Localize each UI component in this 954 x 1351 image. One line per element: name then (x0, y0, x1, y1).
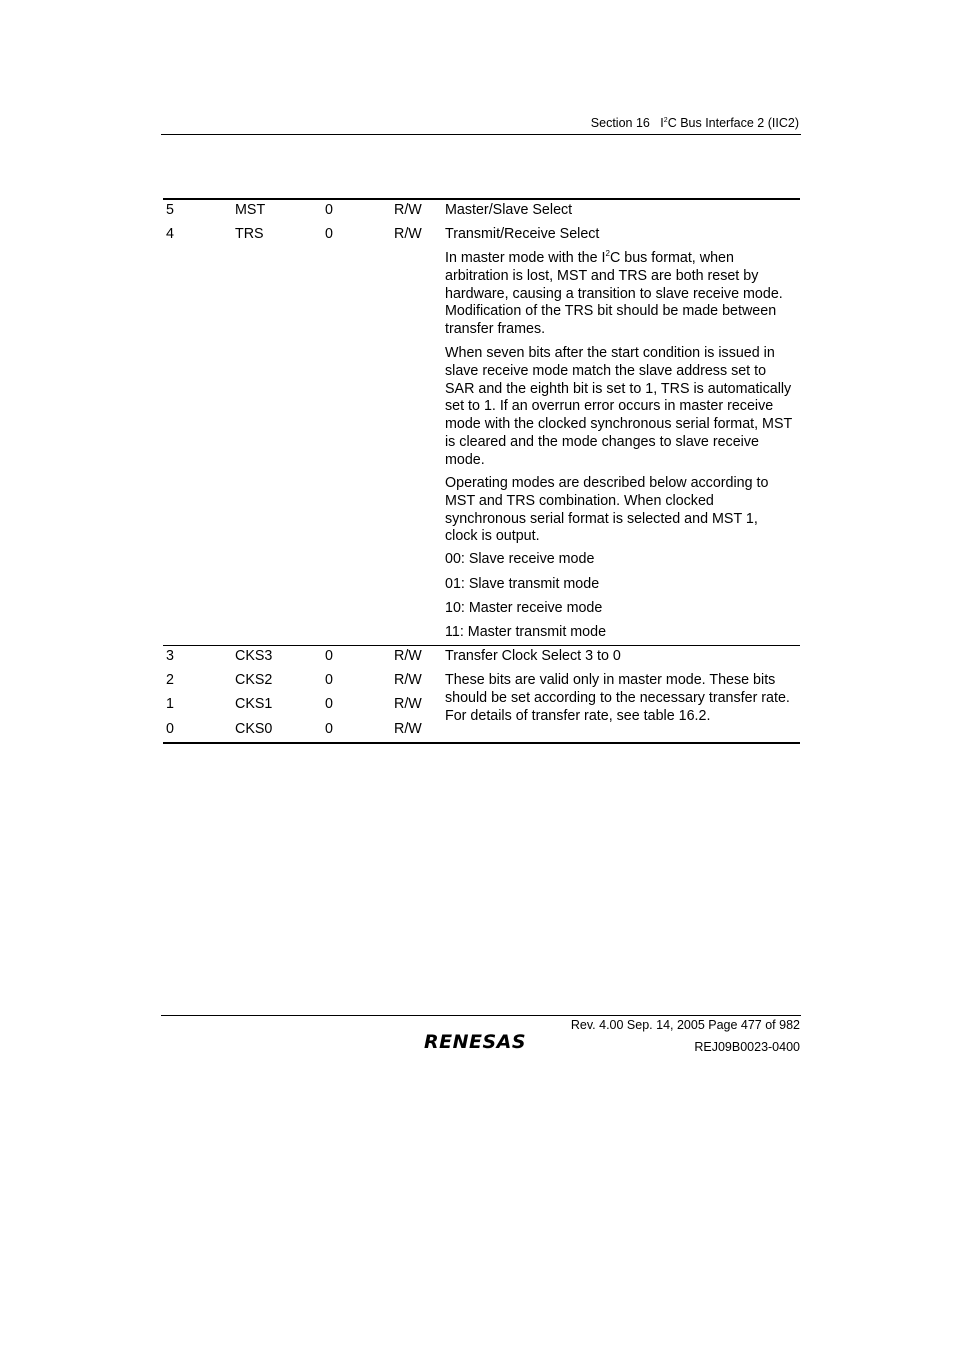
bit-name: CKS0 (235, 721, 273, 737)
rw-value: R/W (394, 672, 422, 688)
initial-value: 0 (325, 648, 333, 664)
header-rule (161, 134, 801, 135)
bit-name: CKS3 (235, 648, 273, 664)
footer-doc-number: REJ09B0023-0400 (694, 1040, 800, 1054)
text: In master mode with the I (445, 250, 606, 266)
bit-name: MST (235, 202, 266, 218)
bit-number: 1 (166, 696, 174, 712)
paragraph-line: Modification of the TRS bit should be made between (445, 303, 777, 320)
rw-value: R/W (394, 202, 422, 218)
paragraph-line: set to 1. If an overrun error occurs in master receive (445, 398, 774, 415)
paragraph-line: mode. (445, 451, 485, 468)
initial-value: 0 (325, 696, 333, 712)
header-title-sup: 2 (663, 117, 668, 124)
footer-revision: Rev. 4.00 Sep. 14, 2005 Page 477 of 982 (570, 1018, 800, 1032)
rw-value: R/W (394, 648, 422, 664)
paragraph-line (445, 250, 805, 268)
bit-name: CKS1 (235, 696, 273, 712)
initial-value: 0 (325, 202, 333, 218)
paragraph-line: hardware, causing a transition to slave receive mode. (445, 285, 783, 302)
bit-number: 3 (166, 648, 174, 664)
paragraph-line: When seven bits after the start condition is issued in (445, 345, 775, 361)
paragraph-line: synchronous serial format is selected and MST 1, (445, 510, 758, 527)
rw-value: R/W (394, 721, 422, 737)
paragraph-line: slave receive mode match the slave address set to (445, 362, 767, 379)
table-top-rule (163, 198, 800, 200)
mode-item: 11: Master transmit mode (445, 624, 607, 640)
bit-name: CKS2 (235, 672, 273, 688)
header-title-pre: I (660, 116, 664, 130)
rw-value: R/W (394, 696, 422, 712)
paragraph-line: These bits are valid only in master mode. These bits (445, 672, 776, 688)
text: C bus format, when (609, 250, 734, 266)
paragraph-line: clock is output. (445, 528, 540, 545)
cks-description (445, 672, 805, 725)
bit-number: 0 (166, 721, 174, 737)
renesas-logo (423, 1030, 543, 1057)
paragraph-line: MST and TRS combination. When clocked (445, 492, 714, 509)
bit-name: TRS (235, 226, 264, 242)
bit-number: 5 (166, 202, 174, 218)
bit-description: Transmit/Receive Select (445, 226, 600, 242)
initial-value: 0 (325, 672, 333, 688)
paragraph-line: arbitration is lost, MST and TRS are both reset by (445, 267, 759, 284)
header-section: Section 16 (590, 116, 650, 130)
renesas-logo-mark (423, 1030, 543, 1052)
rw-value: R/W (394, 226, 422, 242)
trs-paragraph-1 (445, 250, 805, 339)
mode-item: 01: Slave transmit mode (445, 576, 600, 592)
footer-rule (161, 1015, 801, 1016)
table-row-separator (163, 645, 800, 646)
paragraph-line: should be set according to the necessary transfer rate. (445, 689, 790, 706)
mode-item: 00: Slave receive mode (445, 551, 595, 567)
trs-paragraph-3 (445, 475, 805, 546)
paragraph-line: mode with the clocked synchronous serial format, MST (445, 416, 793, 433)
paragraph-line: For details of transfer rate, see table 16.2. (445, 707, 711, 724)
page-header (591, 116, 799, 130)
paragraph-line: transfer frames. (445, 321, 546, 338)
paragraph-line: is cleared and the mode changes to slave receive (445, 433, 759, 450)
initial-value: 0 (325, 721, 333, 737)
logo-text: RENESAS (424, 1031, 527, 1052)
header-title-post: C Bus Interface 2 (IIC2) (667, 116, 799, 130)
superscript: 2 (605, 249, 610, 258)
bit-number: 2 (166, 672, 174, 688)
bit-description: Master/Slave Select (445, 202, 573, 218)
paragraph-line: Operating modes are described below according to (445, 475, 769, 491)
paragraph-line: SAR and the eighth bit is set to 1, TRS is automatically (445, 380, 792, 397)
mode-item: 10: Master receive mode (445, 600, 603, 616)
bit-description: Transfer Clock Select 3 to 0 (445, 648, 621, 664)
trs-paragraph-2 (445, 345, 805, 470)
initial-value: 0 (325, 226, 333, 242)
bit-number: 4 (166, 226, 174, 242)
table-bottom-rule (163, 742, 800, 744)
